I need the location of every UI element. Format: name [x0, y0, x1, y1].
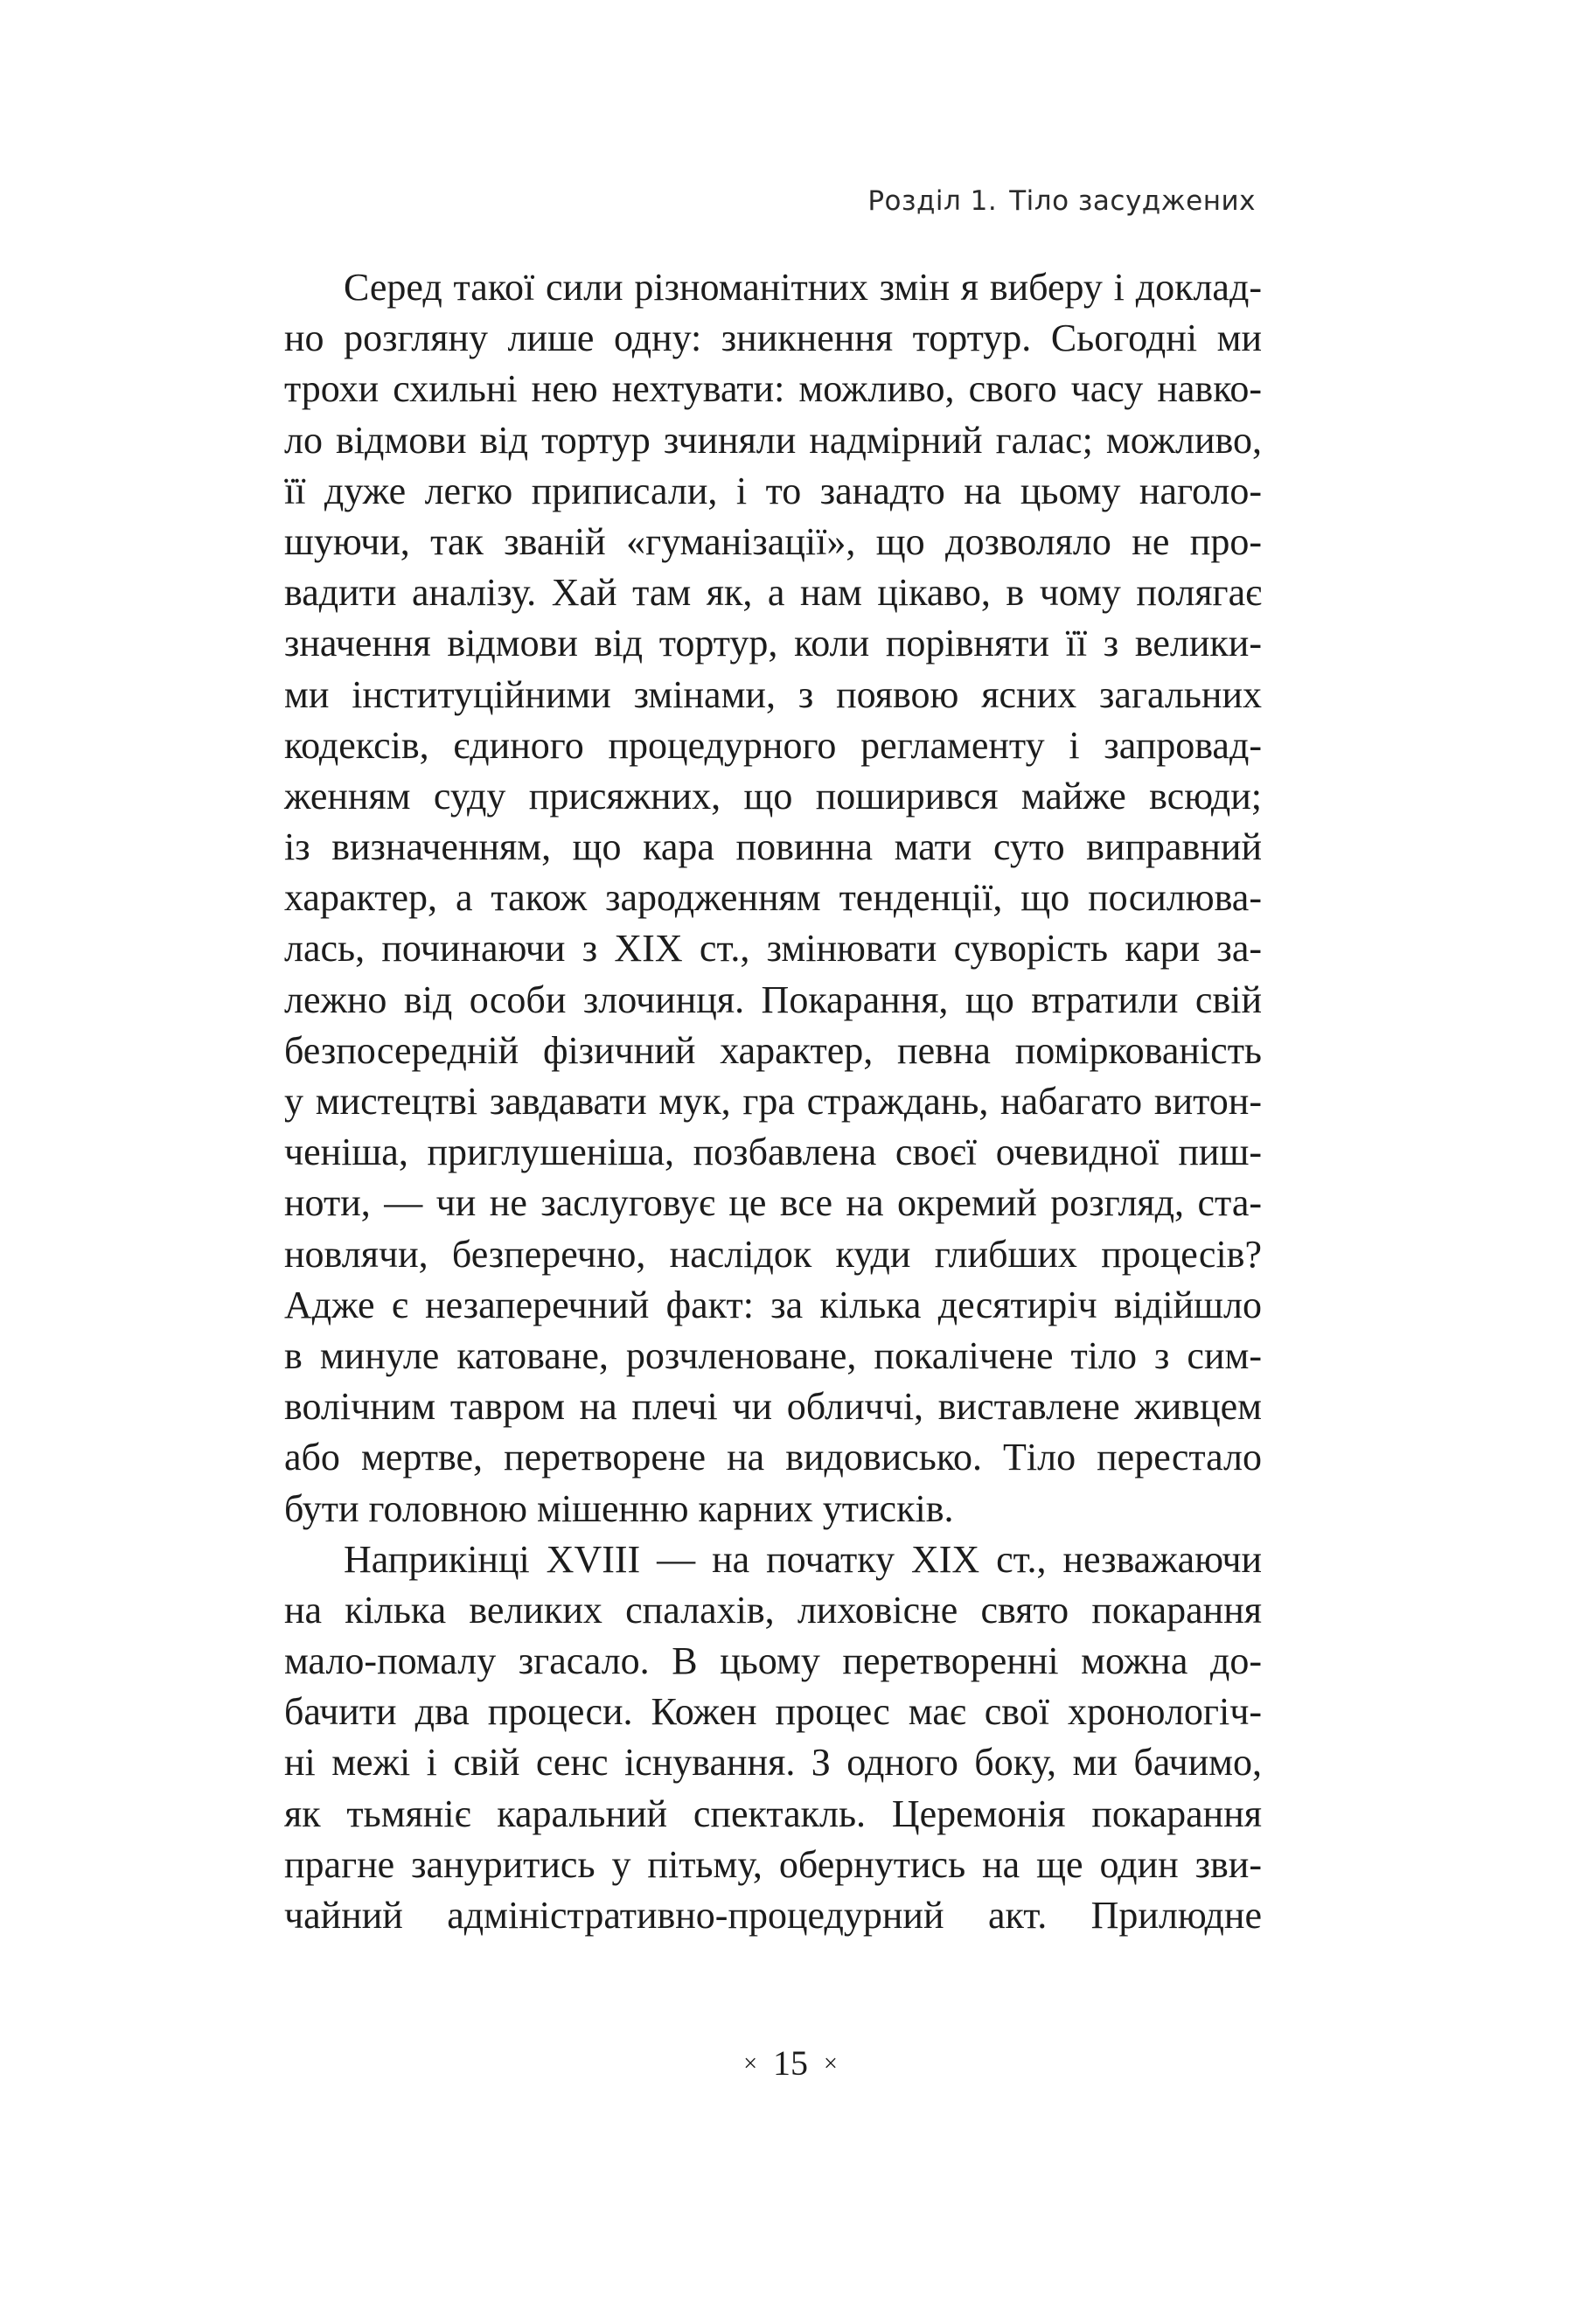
body-text — [284, 262, 1262, 1941]
text-line: прагне зануритись у пітьму, обернутись на ще один зви- — [284, 1842, 1262, 1886]
text-line: ноти, — чи не заслуговує це все на окремий розгляд, ста- — [284, 1181, 1262, 1225]
text-line: із визначенням, що кара повинна мати суто виправний — [284, 825, 1262, 869]
text-line: шуючи, так званій «гуманізації», що дозволяло не про- — [284, 519, 1262, 563]
text-line: лась, починаючи з XIX ст., змінювати суворість кари за- — [284, 927, 1262, 971]
text-line: її дуже легко приписали, і то занадто на цьому наголо- — [284, 469, 1262, 512]
text-line: женням суду присяжних, що поширився майже всюди; — [284, 774, 1262, 818]
text-line: чайний адміністративно-процедурний акт. Прилюдне — [284, 1894, 1262, 1937]
ornament-left-icon: × — [743, 2049, 757, 2077]
text-line: Адже є незаперечний факт: за кілька десятиріч відійшло — [284, 1283, 1262, 1326]
text-line: або мертве, перетворене на видовисько. Тіло перестало — [284, 1436, 1262, 1479]
text-line: ні межі і свій сенс існування. З одного боку, ми бачимо, — [284, 1741, 1262, 1785]
text-line: Серед такої сили різноманітних змін я виберу і доклад- — [344, 266, 1262, 309]
text-line: ми інституційними змінами, з появою ясних загальних — [284, 672, 1262, 716]
text-line: бути головною мішенню карних утисків. — [284, 1486, 954, 1530]
running-head-chapter: Розділ 1. — [867, 185, 998, 217]
text-line: мало-помалу згасало. В цьому перетворенні можна до- — [284, 1639, 1262, 1683]
running-head — [867, 185, 1256, 217]
text-line: волічним тавром на плечі чи обличчі, виставлене живцем — [284, 1385, 1262, 1429]
page-number: 15 — [773, 2043, 808, 2083]
text-line: як тьмяніє каральний спектакль. Церемонія покарання — [284, 1792, 1262, 1835]
text-line: лежно від особи злочинця. Покарання, що втратили свій — [284, 978, 1262, 1021]
text-line: ло відмови від тортур зчиняли надмірний галас; можливо, — [284, 418, 1262, 462]
text-line: новлячи, безперечно, наслідок куди глибших процесів? — [284, 1232, 1262, 1276]
text-line: безпосередній фізичний характер, певна поміркованість — [284, 1028, 1262, 1072]
text-line: на кілька великих спалахів, лиховісне свято покарання — [284, 1588, 1262, 1632]
text-line: Наприкінці XVIII — на початку XIX ст., незважаючи — [344, 1537, 1262, 1581]
text-line: трохи схильні нею нехтувати: можливо, свого часу навко- — [284, 367, 1262, 411]
text-line: но розгляну лише одну: зникнення тортур. Сьогодні ми — [284, 317, 1262, 360]
text-line: вадити аналізу. Хай там як, а нам цікаво, в чому полягає — [284, 571, 1262, 615]
text-line: ченіша, приглушеніша, позбавлена своєї очевидної пиш- — [284, 1131, 1262, 1174]
text-line: кодексів, єдиного процедурного регламенту і запровад- — [284, 723, 1262, 767]
text-line: характер, а також зародженням тенденції, що посилюва- — [284, 876, 1262, 920]
text-line: значення відмови від тортур, коли порівняти її з велики- — [284, 622, 1262, 665]
ornament-right-icon: × — [824, 2049, 838, 2077]
running-head-title: Тіло засуджених — [1009, 185, 1256, 217]
text-line: в минуле катоване, розчленоване, покалічене тіло з сим- — [284, 1333, 1262, 1377]
page-number-footer — [0, 2042, 1581, 2084]
text-line: бачити два процеси. Кожен процес має свої хронологіч- — [284, 1690, 1262, 1734]
text-line: у мистецтві завдавати мук, гра страждань, набагато витон- — [284, 1080, 1262, 1123]
